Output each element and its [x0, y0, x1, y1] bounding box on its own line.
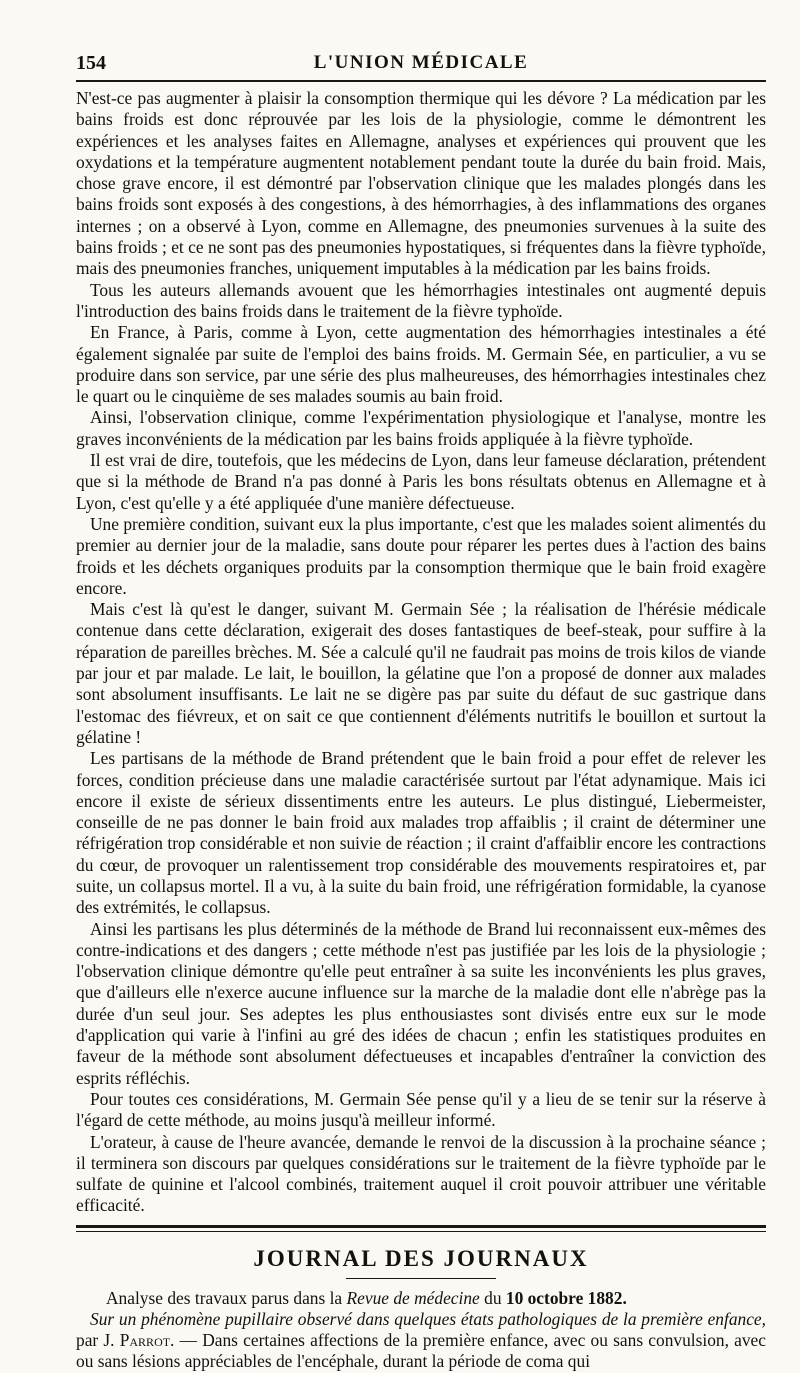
page-number: 154 [76, 52, 106, 74]
running-header [76, 44, 766, 78]
header-rule [76, 80, 766, 82]
article-title: Sur un phénomène pupillaire observé dans quelques états pathologiques de la première enfance, [90, 1308, 766, 1329]
paragraph: Pour toutes ces considérations, M. Germain Sée pense qu'il y a lieu de se tenir sur la réserve à l'égard de cette méthode, au moins jusqu'à meilleur informé. [76, 1088, 766, 1131]
article-par: par J. [76, 1330, 115, 1351]
paragraph: Ainsi les partisans les plus déterminés de la méthode de Brand lui reconnaissent eux-mêmes des contre-indications et des dangers ; cette méthode n'est pas justifiée par les lois de la physiologie ; l'observation clinique démontre qu'elle peut entraîner à sa suite les inconvénients les plus graves, que d'ailleurs elle n'exerce aucune influence sur la marche de la maladie dont elle n'abrège pas la durée d'un seul jour. Ses adeptes les plus enthousiastes sont divisés entre eux sur le mode d'application qui varie à l'infini au gré des idées de chacun ; enfin les statistiques produites en faveur de la méthode sont absolument défectueuses et incapables d'entraîner la conviction des esprits réfléchis. [76, 918, 766, 1088]
paragraph: Tous les auteurs allemands avouent que les hémorrhagies intestinales ont augmenté depuis l'introduction des bains froids dans le traitement de la fièvre typhoïde. [76, 279, 766, 321]
revue-name: Revue de médecine [346, 1287, 480, 1308]
article-author: Parrot. [119, 1330, 175, 1351]
review-paragraph [76, 1309, 766, 1373]
analysis-prefix: Analyse des travaux parus dans la [106, 1287, 343, 1308]
paragraph: Mais c'est là qu'est le danger, suivant M. Germain Sée ; la réalisation de l'hérésie médicale contenue dans cette déclaration, exigerait des doses fantastiques de beef-steak, pour suffire à la réparation de pareilles brèches. M. Sée a calculé qu'il ne faudrait pas moins de trois kilos de viande par jour et par malade. Le lait, le bouillon, la gélatine que l'on a proposé de donner aux malades sont absolument insuffisants. Le lait ne se digère pas par suite du défaut de suc gastrique dans l'estomac des fiévreux, et on sait ce que contiennent d'éléments nutritifs le bouillon et surtout la gélatine ! [76, 599, 766, 747]
section-divider [76, 1225, 766, 1232]
paragraph: Une première condition, suivant eux la plus importante, c'est que les malades soient alimentés du premier au dernier jour de la maladie, sans doute pour réparer les pertes dues à l'action des bains froids et les déchets organiques produits par la consomption thermique que le bain froid exagère encore. [76, 513, 766, 598]
paragraph: Ainsi, l'observation clinique, comme l'expérimentation physiologique et l'analyse, montre les graves inconvénients de la médication par les bains froids appliquée à la fièvre typhoïde. [76, 407, 766, 449]
paragraph: N'est-ce pas augmenter à plaisir la consomption thermique qui les dévore ? La médication par les bains froids est donc réprouvée par les lois de la physiologie, comme le démontrent les expériences et les analyses faites en Allemagne, analyses et expériences qui prouvent que les oxydations et la température augmentent notablement pendant toute la durée du bain froid. Mais, chose grave encore, il est démontré par l'observation clinique que les malades plongés dans les bains froids sont exposés à des congestions, à des hémorrhagies, à des inflammations des organes internes ; on a observé à Lyon, comme en Allemagne, des pneumonies survenues à la suite des bains froids ; et ce ne sont pas des pneumonies hypostatiques, si fréquentes dans la fièvre typhoïde, mais des pneumonies franches, uniquement imputables à la médication par les bains froids. [76, 88, 766, 279]
title-underline [346, 1278, 496, 1279]
analysis-line [76, 1287, 766, 1309]
section-title: JOURNAL DES JOURNAUX [253, 1245, 589, 1271]
article-body [76, 88, 766, 1217]
paragraph: L'orateur, à cause de l'heure avancée, demande le renvoi de la discussion à la prochaine séance ; il terminera son discours par quelques considérations sur le traitement de la fièvre typhoïde par le sulfate de quinine et l'alcool combinés, traitement auquel il croit pouvoir attribuer une véritable efficacité. [76, 1131, 766, 1216]
analysis-du: du [484, 1287, 502, 1308]
review-body [76, 1309, 766, 1373]
journal-name: L'UNION MÉDICALE [313, 52, 529, 73]
analysis-date: 10 octobre 1882. [505, 1287, 627, 1308]
article-text: — Dans certaines affections de la première enfance, avec ou sans convulsion, avec ou sans lésions appréciables de l'encéphale, durant la période de coma qui [76, 1330, 766, 1372]
paragraph: En France, à Paris, comme à Lyon, cette augmentation des hémorrhagies intestinales a été également signalée par suite de l'emploi des bains froids. M. Germain Sée, en particulier, a vu se produire dans son service, par une série des plus malheureuses, des hémorrhagies intestinales chez le quart ou le cinquième de ses malades soumis au bain froid. [76, 322, 766, 407]
paragraph: Il est vrai de dire, toutefois, que les médecins de Lyon, dans leur fameuse déclaration, prétendent que si la méthode de Brand n'a pas donné à Paris les bons résultats obtenus en Allemagne et à Lyon, c'est qu'elle y a été appliquée d'une manière défectueuse. [76, 450, 766, 513]
paragraph: Les partisans de la méthode de Brand prétendent que le bain froid a pour effet de relever les forces, condition précieuse dans une maladie caractérisée surtout par l'état adynamique. Mais ici encore il existe de sérieux dissentiments entre les auteurs. Le plus distingué, Liebermeister, conseille de ne pas donner le bain froid aux malades trop affaiblis ; il craint de déterminer une réfrigération trop considérable et non suivie de réaction ; il craint d'affaiblir encore les contractions du cœur, de provoquer un ralentissement trop considérable des mouvements respiratoires et, par suite, un collapsus mortel. Il a vu, à la suite du bain froid, une réfrigération formidable, la cyanose des extrémités, le collapsus. [76, 748, 766, 918]
